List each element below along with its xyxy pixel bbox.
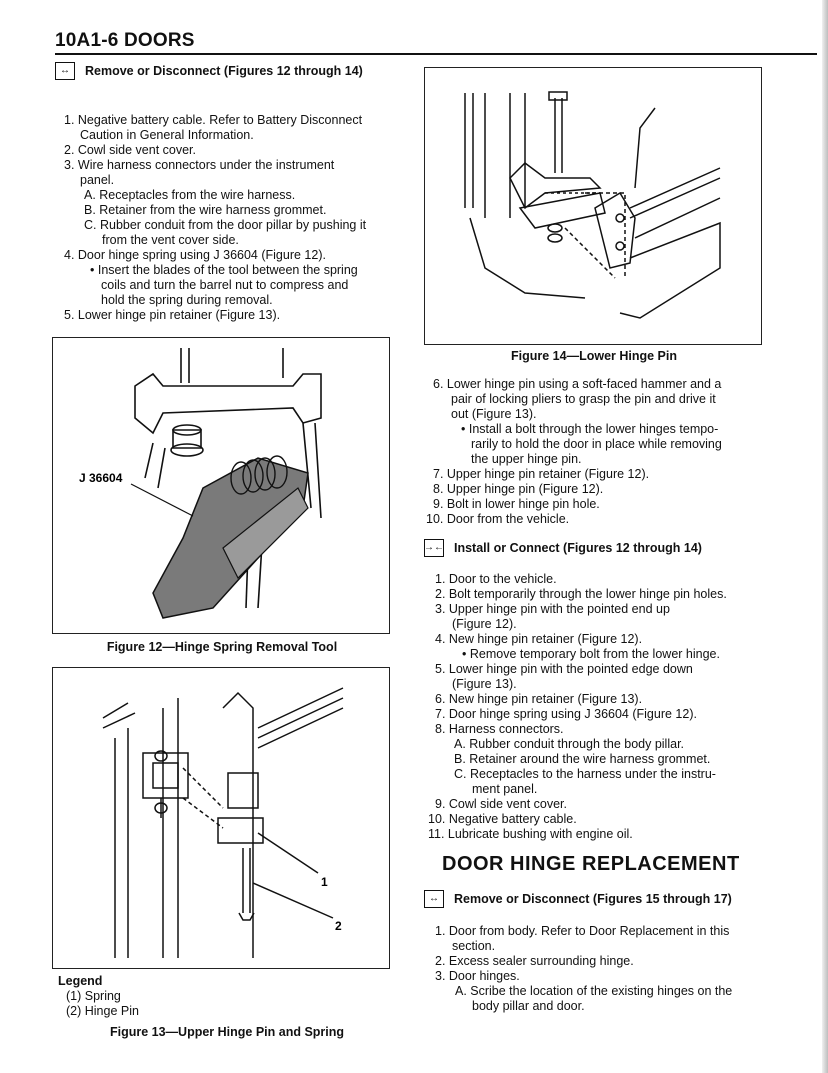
remove-disconnect-heading-2 bbox=[424, 890, 732, 908]
list-item: 3. Wire harness connectors under the instrument bbox=[64, 158, 335, 172]
list-item: 2. Cowl side vent cover. bbox=[64, 143, 197, 157]
figure-13-illustration bbox=[53, 668, 389, 968]
list-item: 10. Door from the vehicle. bbox=[426, 512, 570, 526]
remove-disconnect-icon: ↔ bbox=[55, 62, 75, 80]
list-item: 6. New hinge pin retainer (Figure 13). bbox=[435, 692, 643, 706]
list-item: 9. Cowl side vent cover. bbox=[435, 797, 568, 811]
list-item: from the vent cover side. bbox=[102, 233, 239, 247]
list-item: pair of locking pliers to grasp the pin and drive it bbox=[451, 392, 716, 406]
install-connect-icon: →← bbox=[424, 539, 444, 557]
page-edge-shadow bbox=[822, 0, 828, 1073]
list-item: 1. Door from body. Refer to Door Replacement in this bbox=[435, 924, 730, 938]
install-steps-list bbox=[428, 572, 727, 842]
list-item: B. Retainer around the wire harness grommet. bbox=[454, 752, 711, 766]
page-header: 10A1-6 DOORS bbox=[55, 30, 195, 51]
figure-12-caption: Figure 12—Hinge Spring Removal Tool bbox=[106, 640, 338, 654]
remove2-heading-text: Remove or Disconnect (Figures 15 through 17) bbox=[454, 892, 732, 906]
removal-steps-continued bbox=[426, 377, 722, 527]
remove-disconnect-icon: ↔ bbox=[424, 890, 444, 908]
list-item: (Figure 13). bbox=[452, 677, 517, 691]
figure-13-box bbox=[52, 667, 390, 969]
remove-heading-text: Remove or Disconnect (Figures 12 through 14) bbox=[85, 64, 363, 78]
list-item: 1. Negative battery cable. Refer to Battery Disconnect bbox=[64, 113, 363, 127]
list-item: • Install a bolt through the lower hinges tempo- bbox=[461, 422, 719, 436]
list-item: hold the spring during removal. bbox=[101, 293, 273, 307]
install-connect-heading bbox=[424, 539, 702, 557]
list-item: 2. Excess sealer surrounding hinge. bbox=[435, 954, 634, 968]
remove-disconnect-heading bbox=[55, 62, 363, 80]
list-item: 5. Lower hinge pin with the pointed edge down bbox=[435, 662, 693, 676]
list-item: 1. Door to the vehicle. bbox=[435, 572, 557, 586]
list-item: section. bbox=[452, 939, 496, 953]
figure-14-caption: Figure 14—Lower Hinge Pin bbox=[511, 349, 677, 363]
list-item: 2. Bolt temporarily through the lower hinge pin holes. bbox=[435, 587, 727, 601]
list-item: the upper hinge pin. bbox=[471, 452, 582, 466]
list-item: 4. Door hinge spring using J 36604 (Figure 12). bbox=[64, 248, 326, 262]
list-item: 5. Lower hinge pin retainer (Figure 13). bbox=[64, 308, 281, 322]
header-rule bbox=[55, 53, 817, 55]
list-item: (Figure 12). bbox=[452, 617, 517, 631]
list-item: 3. Upper hinge pin with the pointed end up bbox=[435, 602, 670, 616]
list-item: rarily to hold the door in place while removing bbox=[471, 437, 722, 451]
legend-item: (1) Spring bbox=[66, 989, 121, 1003]
figure-12-box bbox=[52, 337, 390, 634]
legend-title: Legend bbox=[58, 974, 103, 988]
list-item: 4. New hinge pin retainer (Figure 12). bbox=[435, 632, 643, 646]
list-item: 6. Lower hinge pin using a soft-faced hammer and a bbox=[433, 377, 722, 391]
tool-label: J 36604 bbox=[79, 471, 123, 485]
list-item: A. Scribe the location of the existing hinges on the bbox=[455, 984, 733, 998]
figure-13-caption: Figure 13—Upper Hinge Pin and Spring bbox=[109, 1025, 345, 1039]
list-item: panel. bbox=[80, 173, 115, 187]
list-item: C. Receptacles to the harness under the instru- bbox=[454, 767, 716, 781]
list-item: coils and turn the barrel nut to compress and bbox=[101, 278, 349, 292]
list-item: • Insert the blades of the tool between the spring bbox=[90, 263, 358, 277]
install-heading-text: Install or Connect (Figures 12 through 14) bbox=[454, 541, 702, 555]
list-item: 3. Door hinges. bbox=[435, 969, 520, 983]
list-item: ment panel. bbox=[472, 782, 538, 796]
list-item: 7. Door hinge spring using J 36604 (Figure 12). bbox=[435, 707, 697, 721]
removal-steps-list bbox=[64, 113, 366, 323]
legend bbox=[58, 974, 139, 1019]
figure-12-illustration bbox=[53, 338, 389, 633]
list-item: body pillar and door. bbox=[472, 999, 585, 1013]
list-item: • Remove temporary bolt from the lower hinge. bbox=[462, 647, 720, 661]
list-item: B. Retainer from the wire harness grommet. bbox=[84, 203, 327, 217]
legend-item: (2) Hinge Pin bbox=[66, 1004, 139, 1018]
list-item: 8. Upper hinge pin (Figure 12). bbox=[433, 482, 604, 496]
callout-1: 1 bbox=[321, 875, 328, 889]
list-item: 11. Lubricate bushing with engine oil. bbox=[428, 827, 633, 841]
hinge-removal-steps bbox=[435, 924, 732, 1014]
list-item: C. Rubber conduit from the door pillar by pushing it bbox=[84, 218, 367, 232]
list-item: out (Figure 13). bbox=[451, 407, 537, 421]
list-item: 8. Harness connectors. bbox=[435, 722, 564, 736]
door-hinge-replacement-heading: DOOR HINGE REPLACEMENT bbox=[442, 853, 740, 875]
callout-2: 2 bbox=[335, 919, 342, 933]
list-item: A. Receptacles from the wire harness. bbox=[84, 188, 296, 202]
figure-14-box bbox=[424, 67, 762, 345]
list-item: 9. Bolt in lower hinge pin hole. bbox=[433, 497, 600, 511]
list-item: A. Rubber conduit through the body pillar. bbox=[454, 737, 685, 751]
list-item: 7. Upper hinge pin retainer (Figure 12). bbox=[433, 467, 650, 481]
list-item: Caution in General Information. bbox=[80, 128, 254, 142]
list-item: 10. Negative battery cable. bbox=[428, 812, 577, 826]
figure-14-illustration bbox=[425, 68, 761, 344]
